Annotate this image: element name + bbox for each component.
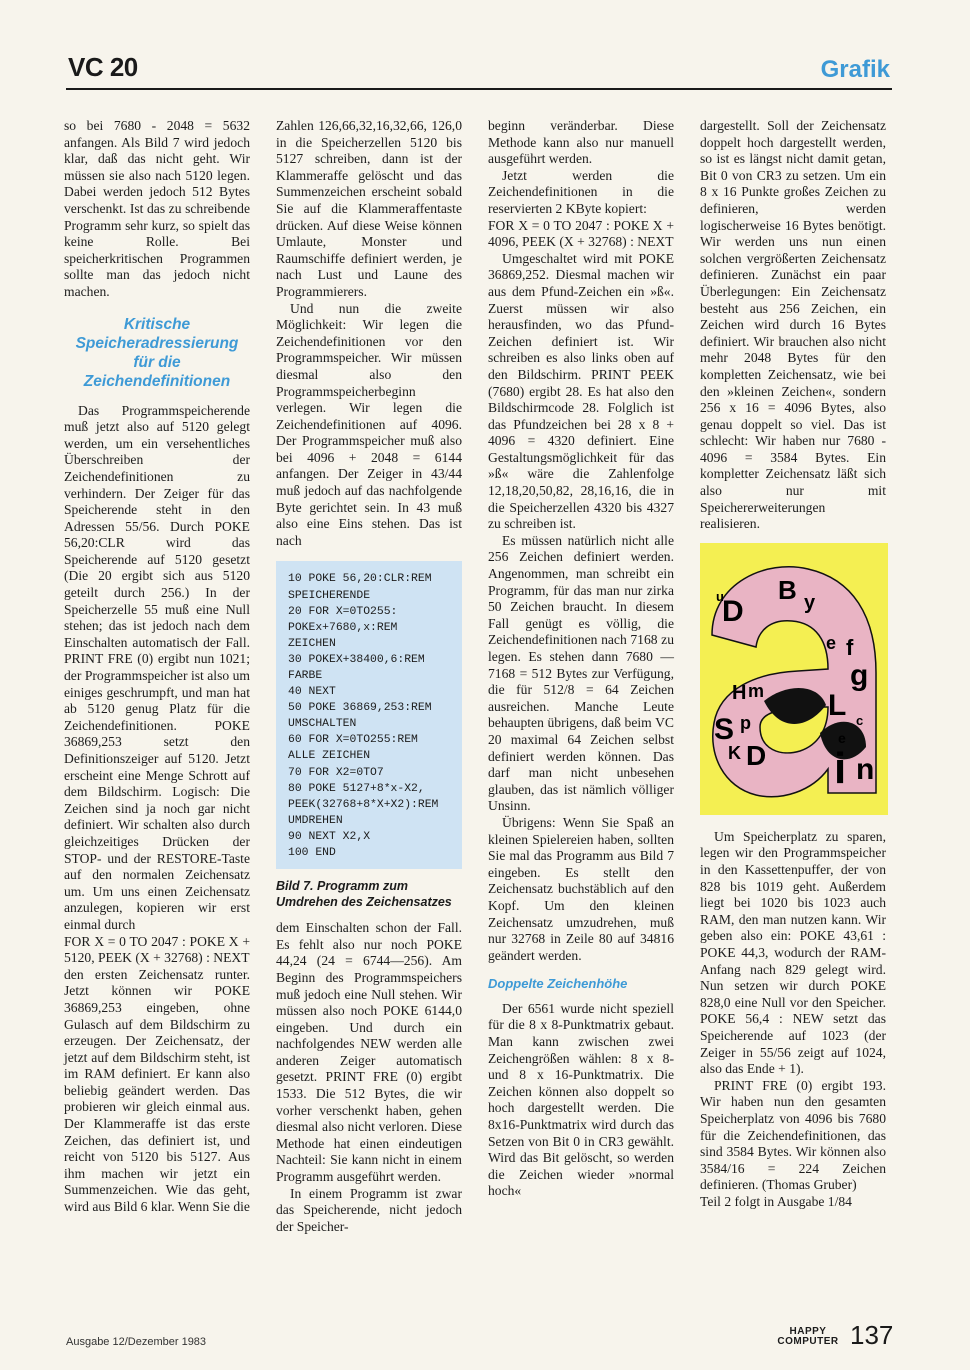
issue-info: Ausgabe 12/Dezember 1983 — [66, 1336, 207, 1348]
logo-line: COMPUTER — [777, 1336, 839, 1347]
magazine-section: VC 20 — [68, 52, 138, 82]
art-letter: i — [834, 743, 847, 793]
listing-line: ALLE ZEICHEN — [288, 750, 371, 763]
column-1 — [64, 118, 250, 1216]
art-letter: f — [846, 634, 854, 660]
listing-line: 70 FOR X2=0TO7 — [288, 766, 384, 779]
listing-line: FARBE — [288, 670, 323, 682]
paragraph: Umgeschaltet wird mit POKE 36869,252. Diesmal machen wir aus dem Pfund-Zeichen ein »ß«. Zuerst müssen wir also herausfinden, wo das Pfund-Zeichen definiert ist. Wir schreiben es also links oben auf den Bildschirm. PRINT PEEK (7680) ergibt 28. Es hat also den Bildschirmcode 28. Folglich ist das Pfundzeichen bei 28 x 8 + 4096 = 4320 definiert. Eine Gestaltungsmöglichkeit für das »ß« wäre die Zahlenfolge 12,18,20,50,82, 28,16,16, die in die Speicherzellen 4320 bis 4327 zu schreiben ist. — [488, 250, 674, 532]
art-letter: u — [716, 588, 724, 604]
listing-line: 20 FOR X=0TO255: — [288, 605, 398, 618]
listing-line: 80 POKE 5127+8*x-X2, — [288, 782, 425, 795]
listing-caption: Bild 7. Programm zum Umdrehen des Zeichensatzes — [276, 879, 452, 909]
art-letter: S — [714, 712, 735, 746]
listing-line: 50 POKE 36869,253:REM — [288, 702, 432, 715]
paragraph: beginn veränderbar. Diese Methode kann also nur manuell ausgeführt werden. — [488, 118, 674, 167]
page-number: 137 — [850, 1320, 894, 1350]
column-4 — [700, 118, 886, 1211]
category-label: Grafik — [820, 56, 890, 83]
art-letter: y — [804, 591, 816, 614]
column-3 — [488, 118, 674, 1200]
art-letter: D — [722, 594, 744, 628]
paragraph: Es müssen natürlich nicht alle 256 Zeichen definiert werden. Angenommen, man schreibt ein Programm, für das man nur zirka 50 Zeichen braucht. In diesem Fall genügt es völlig, die Zeichendefinitionen nach 7168 zu legen. Es stehen dann 7680 — 7168 = 512 Bytes zur Verfügung, die für 512/8 = 64 Zeichen ausreichen. Manche Leute behaupten übrigens, daß beim VC 20 maximal 64 Zeichen selbst definiert werden können. Das darf man nicht unbesehen glauben, das ist nämlich völliger Unsinn. — [488, 532, 674, 814]
listing-line: PEEK(32768+8*X+X2):REM — [288, 798, 439, 811]
listing-line: UMSCHALTEN — [288, 718, 357, 731]
paragraph: Das Programmspeicherende muß jetzt also auf 5120 gelegt werden, um ein versehentliches Überschreiben der Zeichendefinitionen zu verhindern. Der Zeiger für das Speicherende steht in den Adressen 55/56. Durch POKE 56,20:CLR wird das Speicherende auf 5120 gesetzt (Die 20 ergibt sich aus 5120 geteilt durch 256.) In der Speicherzelle 55 muß eine Null stehen; das ist jedoch nach dem Einschalten automatisch der Fall. PRINT FRE (0) ergibt nun 1021; der Programmspeicher ist also um einiges geschrumpft, und man hat ab 5120 genug Platz für die Zeichendefinitionen. POKE 36869,253 setzt den Definitionszeiger auf 5120. Jetzt erscheint eine Menge Schrott auf dem Bildschirm. Logisch: Die Zeichen sind ja noch gar nicht definiert. Wir schalten also durch gleichzeitiges Drücken der STOP- und der RESTORE-Taste auf den normalen Zeichensatz um. Um uns einen Zeichensatz anzulegen, kopieren wir erst einmal durch — [64, 402, 250, 932]
art-letter: e — [826, 632, 837, 653]
art-letter: K — [728, 742, 741, 763]
listing-line: 40 NEXT — [288, 686, 336, 699]
paragraph: Der 6561 wurde nicht speziell für die 8 x 8-Punktmatrix gebaut. Man kann zwischen zwei Zeichengrößen wählen: 8 x 8- und 8 x 16-Punktmatrix. Die Zeichen können also doppelt so hoch dargestellt werden. Die 8x16-Punktmatrix wird durch das Setzen von Bit 0 in CR3 gewählt. Wird das Bit gelöscht, so werden die Zeichen wieder »normal hoch« — [488, 1000, 674, 1199]
listing-line: 100 END — [288, 847, 336, 860]
paragraph: PRINT FRE (0) ergibt 193. Wir haben nun den gesamten Speicherplatz von 4096 bis 7680 für die Zeichendefinitionen, das sind 3584 Bytes. Wir können also 3584/16 = 224 Zeichen definieren. (Thomas Gruber) — [700, 1077, 886, 1193]
art-letter: B — [778, 574, 797, 605]
paragraph: Jetzt werden die Zeichendefinitionen in die reservierten 2 KByte kopiert: — [488, 167, 674, 216]
art-letter: L — [828, 688, 847, 722]
art-letter: g — [850, 658, 869, 692]
program-listing — [276, 561, 462, 869]
art-letter: m — [748, 680, 765, 701]
header-rule — [66, 88, 892, 90]
paragraph: Zahlen 126,66,32,16,32,66, 126,0 in die Speicherzellen 5120 bis 5127 schreiben, dann ist der Klammeraffe gelöscht und das Summenzeichen erscheint sobald Sie auf die Klammeraffentaste drücken. Auf diese Weise können Umlaute, Monster und Raumschiffe definiert werden, je nach Lust und Laune des Programmierers. — [276, 118, 462, 299]
code-line: FOR X = 0 TO 2047 : POKE X + 4096, PEEK (X + 32768) : NEXT — [488, 217, 674, 250]
listing-line: 10 POKE 56,20:CLR:REM — [288, 573, 432, 586]
paragraph: Übrigens: Wenn Sie Spaß an kleinen Spielereien haben, sollten Sie mal das Programm aus Bild 7 eingeben. Es stellt den Zeichensatz buchstäblich auf den Kopf. Um den kleinen Zeichensatz umzudrehen, muß nur 32768 in Zeile 80 auf 34816 geändert werden. — [488, 814, 674, 963]
listing-line: 30 POKEX+38400,6:REM — [288, 653, 425, 666]
listing-line: POKEx+7680,x:REM — [288, 621, 398, 634]
subheading: Kritische Speicheradressierung für die Zeichendefinitionen — [75, 315, 239, 390]
paragraph: dargestellt. Soll der Zeichensatz doppelt hoch dargestellt werden, so ist es längst nicht damit getan, Bit 0 von CR3 zu setzen. Um ein 8 x 16 Punkte großes Zeichen zu definieren, werden logischerweise 16 Bytes benötigt. Wir werden uns nun einen solchen vergrößerten Zeichensatz definieren. Zunächst ein paar Überlegungen: Ein Zeichensatz besteht aus 256 Zeichen, ein Zeichen wird durch 16 Bytes definiert. Wir brauchen also nicht mehr 2048 Bytes für den kompletten Zeichensatz, wie bei den »kleinen Zeichen«, sondern 256 x 16 = 4096 Bytes, also genau doppelt so viel. Das ist schlecht: Wir haben nur 7680 - 4096 = 3584 Bytes. Ein kompletter Zeichensatz läßt sich also nur mit Speichererweiterungen realisieren. — [700, 118, 886, 532]
code-line: FOR X = 0 TO 2047 : POKE X + 5120, PEEK (X + 32768) : NEXT — [64, 933, 250, 966]
listing-line: 90 NEXT X2,X — [288, 830, 371, 843]
art-letter: D — [746, 739, 767, 771]
letter-collage — [700, 543, 888, 815]
paragraph: Um Speicherplatz zu sparen, legen wir den Programmspeicher in den Kassettenpuffer, der von 828 bis 1019 geht. Außerdem liegt bei 1020 bis 1023 auch RAM, den man nutzen kann. Wir geben also ein: POKE 43,61 : POKE 44,3, wodurch der RAM-Anfang nach 829 gelegt wird. Nun setzen wir durch POKE 828,0 eine Null vor den Speicher. POKE 56,4 : NEW setzt das Speicherende auf 1023 (der Zeiger in 55/56 zeigt auf 1024, also das Ende + 1). — [700, 828, 886, 1077]
listing-line: UMDREHEN — [288, 814, 343, 827]
listing-line: ZEICHEN — [288, 637, 336, 650]
paragraph: dem Einschalten schon der Fall. Es fehlt also nur noch POKE 44,24 (24 = 6744—256). Am Beginn des Programmspeichers muß jedoch eine Null stehen. Wir müssen also noch POKE 6144,0 eingeben. Und durch ein nachfolgendes NEW werden alle anderen Zeiger automatisch gesetzt. PRINT FRE (0) ergibt 1533. Die 512 Bytes, die wir vorher verschenkt haben, gehen diesmal also nicht verloren. Diese Methode hat einen eindeutigen Nachteil: Sie kann nicht in einem Programm ausgeführt werden. — [276, 920, 462, 1185]
subheading: Doppelte Zeichenhöhe — [488, 976, 628, 992]
continuation-note: Teil 2 folgt in Ausgabe 1/84 — [700, 1193, 852, 1209]
logo-line: HAPPY — [789, 1326, 827, 1337]
listing-line: SPEICHERENDE — [288, 589, 371, 602]
magazine-logo — [772, 1327, 844, 1347]
character-art-illustration — [700, 543, 888, 815]
column-2 — [276, 118, 462, 1235]
paragraph: den ersten Zeichensatz runter. Jetzt können wir POKE 36869,253 eingeben, ohne Gulasch auf dem Bildschirm zu erzeugen. Der Zeichensatz, der jetzt auf dem Bildschirm steht, ist im RAM definiert. Er kann also beliebig geändert werden. Das probieren wir gleich einmal aus. Der Klammeraffe ist das erste Zeichen, das definiert ist, und reicht von 5120 bis 5127. Aus ihm machen wir jetzt ein Summenzeichen. Wie das geht, wird aus Bild 6 klar. Wenn Sie die — [64, 966, 250, 1215]
art-letter: c — [856, 712, 864, 728]
art-letter: e — [838, 729, 846, 746]
paragraph: so bei 7680 - 2048 = 5632 anfangen. Als Bild 7 wird jedoch klar, daß das nicht geht. Wir müssen sie also nach 5120 legen. Dabei werden jedoch 512 Bytes verschenkt. Ist das zu schreibende Programm sehr kurz, so spielt das keine Rolle. Bei speicherkritischen Programmen sollte man das jedoch nicht machen. — [64, 118, 250, 299]
listing-line: 60 FOR X=0TO255:REM — [288, 734, 418, 747]
art-letter: n — [856, 752, 875, 786]
art-letter: p — [740, 712, 751, 733]
art-letter: H — [732, 681, 747, 704]
paragraph: Und nun die zweite Möglichkeit: Wir legen die Zeichendefinitionen vor den Programmspeicher. Wir müssen diesmal also den Programmspeicherbeginn verlegen. Wir legen die Zeichendefinitionen auf 4096. Der Programmspeicher muß also bei 4096 + 2048 = 6144 anfangen. Der Zeiger in 43/44 muß jedoch auf das nachfolgende Byte gerichtet sein. In 43 muß also eine Eins stehen. Das ist nach — [276, 300, 462, 548]
paragraph: In einem Programm ist zwar das Speicherende, nicht jedoch der Speicher- — [276, 1185, 462, 1234]
